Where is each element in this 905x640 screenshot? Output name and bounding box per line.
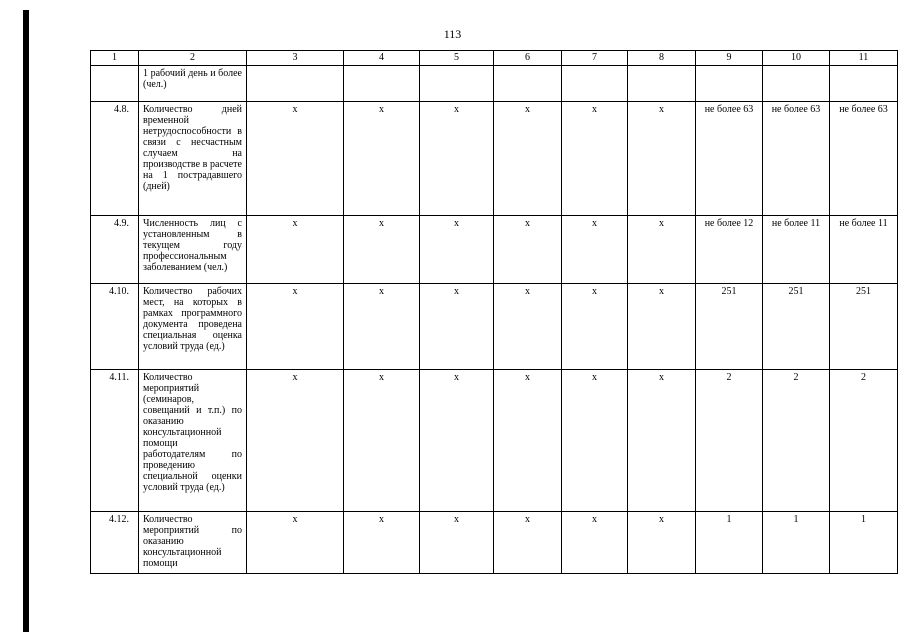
table-cell: х — [494, 512, 562, 574]
table-cell: 2 — [830, 370, 898, 512]
table-cell: 2 — [763, 370, 830, 512]
row-number — [91, 66, 139, 102]
table-cell: х — [628, 216, 696, 284]
table-cell — [247, 66, 344, 102]
table-cell: х — [247, 102, 344, 216]
table-cell: х — [562, 284, 628, 370]
table-cell: х — [420, 370, 494, 512]
header-cell: 10 — [763, 51, 830, 66]
table-cell: 251 — [830, 284, 898, 370]
table-cell: х — [420, 216, 494, 284]
row-description: Количество мероприятий по оказанию консультационной помощи — [139, 512, 247, 574]
table-cell: х — [562, 216, 628, 284]
table-cell: х — [628, 512, 696, 574]
table-cell — [696, 66, 763, 102]
row-description: Количество дней временной нетрудоспособности в связи с несчастным случаем на производстве в расчете на 1 пострадавшего (дней) — [139, 102, 247, 216]
table-cell: 251 — [763, 284, 830, 370]
table-cell: не более 11 — [830, 216, 898, 284]
table-cell — [494, 66, 562, 102]
row-description: Количество рабочих мест, на которых в рамках программного документа проведена специальная оценка условий труда (ед.) — [139, 284, 247, 370]
table-cell: 1 — [763, 512, 830, 574]
row-description: Количество мероприятий (семинаров, совещаний и т.п.) по оказанию консультационной помощи работодателям по проведению специальной оценки условий труда (ед.) — [139, 370, 247, 512]
table-row — [91, 66, 898, 102]
header-cell: 11 — [830, 51, 898, 66]
table-cell: х — [420, 512, 494, 574]
row-number: 4.10. — [91, 284, 139, 370]
table-cell: х — [494, 216, 562, 284]
table-cell — [830, 66, 898, 102]
table-row — [91, 370, 898, 512]
table-cell: х — [494, 102, 562, 216]
table-cell: х — [247, 370, 344, 512]
header-cell: 3 — [247, 51, 344, 66]
indicators-table — [90, 50, 898, 574]
header-cell: 7 — [562, 51, 628, 66]
header-row — [91, 51, 898, 66]
row-number: 4.11. — [91, 370, 139, 512]
table-cell: 2 — [696, 370, 763, 512]
table-row — [91, 102, 898, 216]
table-cell: х — [344, 512, 420, 574]
row-description: 1 рабочий день и более (чел.) — [139, 66, 247, 102]
table-cell — [763, 66, 830, 102]
table-cell: не более 63 — [763, 102, 830, 216]
table-cell: не более 12 — [696, 216, 763, 284]
table-cell: х — [628, 370, 696, 512]
table-cell: х — [420, 102, 494, 216]
header-cell: 6 — [494, 51, 562, 66]
table-cell: 1 — [696, 512, 763, 574]
table-cell: х — [247, 512, 344, 574]
scan-edge-bar — [23, 10, 29, 632]
table-cell: х — [562, 102, 628, 216]
header-cell: 1 — [91, 51, 139, 66]
table-cell: х — [628, 102, 696, 216]
table-cell: не более 63 — [830, 102, 898, 216]
table-cell: 251 — [696, 284, 763, 370]
header-cell: 8 — [628, 51, 696, 66]
header-cell: 9 — [696, 51, 763, 66]
table-cell: х — [247, 216, 344, 284]
table-cell: х — [494, 284, 562, 370]
row-number: 4.8. — [91, 102, 139, 216]
header-cell: 4 — [344, 51, 420, 66]
table-cell: х — [628, 284, 696, 370]
row-number: 4.12. — [91, 512, 139, 574]
table-cell — [628, 66, 696, 102]
table-cell: х — [344, 102, 420, 216]
table-cell — [562, 66, 628, 102]
table-cell — [420, 66, 494, 102]
table-cell: х — [344, 370, 420, 512]
table-row — [91, 284, 898, 370]
header-cell: 5 — [420, 51, 494, 66]
table-cell: х — [420, 284, 494, 370]
table-row — [91, 216, 898, 284]
table-cell: х — [344, 284, 420, 370]
table-cell: не более 63 — [696, 102, 763, 216]
header-cell: 2 — [139, 51, 247, 66]
table-cell: х — [247, 284, 344, 370]
table-cell: 1 — [830, 512, 898, 574]
page-number: 113 — [443, 27, 462, 41]
table-cell: х — [344, 216, 420, 284]
table-cell: х — [494, 370, 562, 512]
table-cell: х — [562, 370, 628, 512]
row-description: Численность лиц с установленным в текущем году профессиональным заболеванием (чел.) — [139, 216, 247, 284]
table-cell — [344, 66, 420, 102]
table-row — [91, 512, 898, 574]
table-cell: не более 11 — [763, 216, 830, 284]
table-cell: х — [562, 512, 628, 574]
row-number: 4.9. — [91, 216, 139, 284]
